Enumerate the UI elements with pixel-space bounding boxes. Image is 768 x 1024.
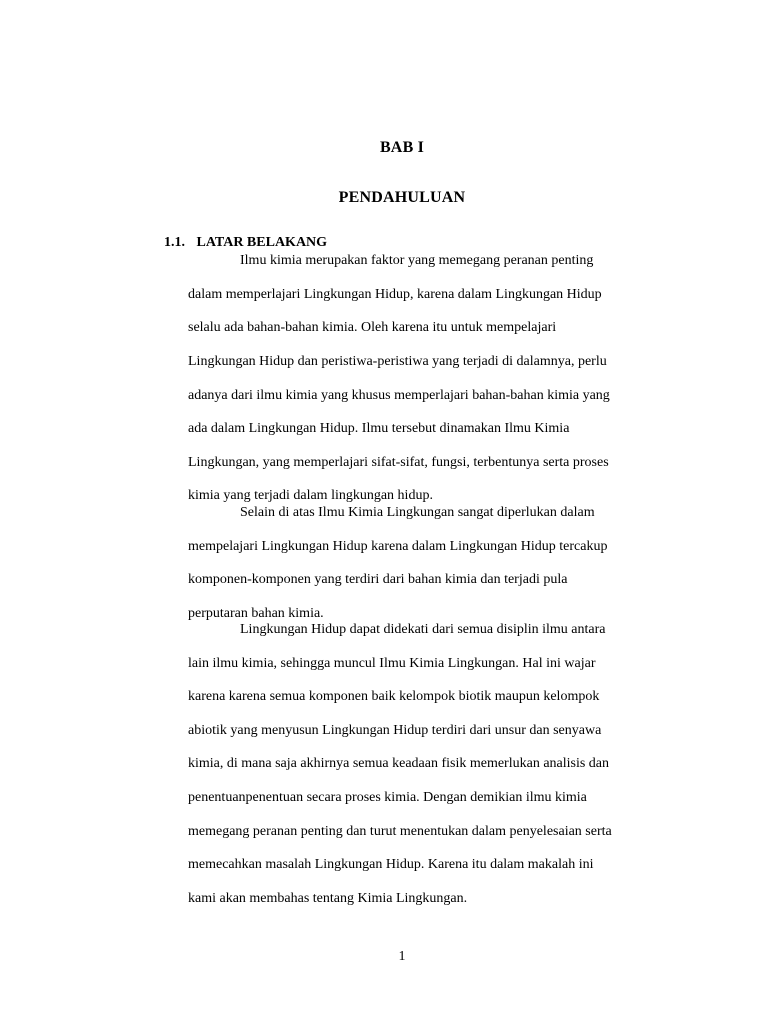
- paragraph-line: penentuanpenentuan secara proses kimia. Dengan demikian ilmu kimia: [188, 790, 587, 805]
- paragraph-line: memegang peranan penting dan turut menentukan dalam penyelesaian serta: [188, 824, 612, 839]
- paragraph-line: Lingkungan Hidup dapat didekati dari semua disiplin ilmu antara: [240, 622, 606, 637]
- paragraph-line: dalam memperlajari Lingkungan Hidup, karena dalam Lingkungan Hidup: [188, 287, 602, 302]
- paragraph-line: mempelajari Lingkungan Hidup karena dalam Lingkungan Hidup tercakup: [188, 539, 608, 554]
- paragraph-line: kami akan membahas tentang Kimia Lingkungan.: [188, 891, 468, 906]
- paragraph-line: adanya dari ilmu kimia yang khusus memperlajari bahan-bahan kimia yang: [188, 388, 610, 403]
- section-number: 1.1.: [164, 235, 185, 250]
- section-heading: [164, 235, 327, 251]
- paragraph-line: Lingkungan, yang memperlajari sifat-sifat, fungsi, terbentunya serta proses: [188, 455, 609, 470]
- paragraph-line: abiotik yang menyusun Lingkungan Hidup terdiri dari unsur dan senyawa: [188, 723, 602, 738]
- paragraph-line: memecahkan masalah Lingkungan Hidup. Karena itu dalam makalah ini: [188, 857, 594, 872]
- paragraph-line: Lingkungan Hidup dan peristiwa-peristiwa yang terjadi di dalamnya, perlu: [188, 354, 607, 369]
- chapter-title: PENDAHULUAN: [338, 189, 466, 206]
- paragraph-line: selalu ada bahan-bahan kimia. Oleh karena itu untuk mempelajari: [188, 320, 557, 335]
- paragraph-line: karena karena semua komponen baik kelompok biotik maupun kelompok: [188, 689, 600, 704]
- section-title: LATAR BELAKANG: [196, 235, 328, 250]
- paragraph-line: Ilmu kimia merupakan faktor yang memegang peranan penting: [240, 253, 594, 268]
- page-number: 1: [398, 949, 406, 964]
- paragraph-line: komponen-komponen yang terdiri dari bahan kimia dan terjadi pula: [188, 572, 568, 587]
- paragraph-line: kimia, di mana saja akhirnya semua keadaan fisik memerlukan analisis dan: [188, 756, 610, 771]
- chapter-heading: BAB I: [379, 139, 425, 156]
- paragraph-line: Selain di atas Ilmu Kimia Lingkungan sangat diperlukan dalam: [240, 505, 595, 520]
- paragraph-line: ada dalam Lingkungan Hidup. Ilmu tersebut dinamakan Ilmu Kimia: [188, 421, 570, 436]
- paragraph-line: kimia yang terjadi dalam lingkungan hidup.: [188, 488, 433, 503]
- paragraph-line: perputaran bahan kimia.: [188, 606, 324, 621]
- paragraph-line: lain ilmu kimia, sehingga muncul Ilmu Kimia Lingkungan. Hal ini wajar: [188, 656, 596, 671]
